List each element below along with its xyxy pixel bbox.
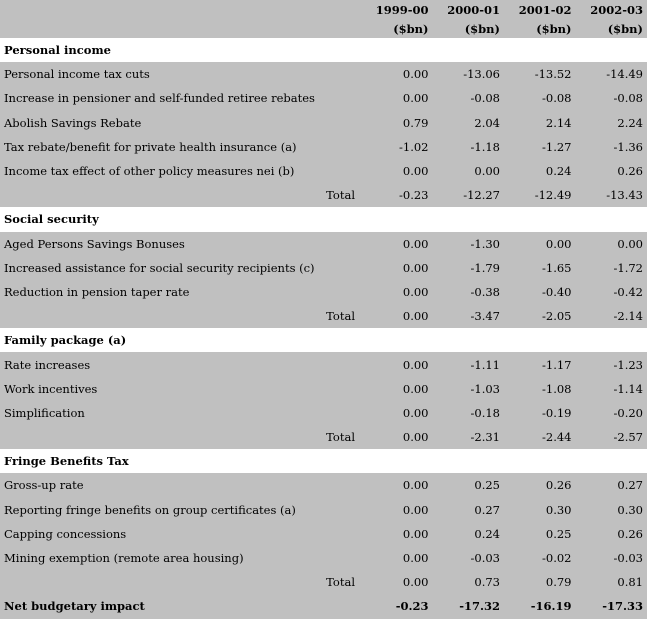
header-row-units xyxy=(0,19,647,38)
section-heading xyxy=(0,207,647,231)
line-item-row xyxy=(0,352,647,376)
line-item-row-label: Mining exemption (remote area housing) xyxy=(0,546,361,570)
line-item-row-value: 0.00 xyxy=(361,522,433,546)
line-item-row xyxy=(0,401,647,425)
line-item-row-value: -1.30 xyxy=(433,232,505,256)
line-item-row-value: 0.00 xyxy=(361,159,433,183)
line-item-row-value: -13.52 xyxy=(504,62,576,86)
net-budgetary-impact-row-value: -0.23 xyxy=(361,594,433,618)
total-row-value: -0.23 xyxy=(361,183,433,207)
section-heading xyxy=(0,38,647,62)
line-item-row xyxy=(0,86,647,110)
line-item-row-value: 0.00 xyxy=(361,86,433,110)
net-budgetary-impact-row-value: -17.32 xyxy=(433,594,505,618)
line-item-row xyxy=(0,522,647,546)
line-item-row-label: Tax rebate/benefit for private health insurance (a) xyxy=(0,135,361,159)
total-row xyxy=(0,304,647,328)
total-row xyxy=(0,425,647,449)
total-row-value: -2.44 xyxy=(504,425,576,449)
line-item-row-value: -0.42 xyxy=(576,280,647,304)
line-item-row-value: 0.00 xyxy=(361,232,433,256)
line-item-row-value: -0.02 xyxy=(504,546,576,570)
line-item-row-value: 2.04 xyxy=(433,111,505,135)
line-item-row-value: -0.20 xyxy=(576,401,647,425)
net-budgetary-impact-row-value: -16.19 xyxy=(504,594,576,618)
total-row-value: -2.57 xyxy=(576,425,647,449)
total-row-value: 0.00 xyxy=(361,304,433,328)
unit-header: ($bn) xyxy=(361,19,433,38)
line-item-row-value: 0.00 xyxy=(361,473,433,497)
line-item-row xyxy=(0,111,647,135)
line-item-row-value: -1.02 xyxy=(361,135,433,159)
line-item-row-label: Capping concessions xyxy=(0,522,361,546)
line-item-row-label: Gross-up rate xyxy=(0,473,361,497)
line-item-row-value: -0.03 xyxy=(433,546,505,570)
line-item-row-value: 0.26 xyxy=(504,473,576,497)
net-budgetary-impact-row-label: Net budgetary impact xyxy=(0,594,361,618)
line-item-row-label: Reporting fringe benefits on group certificates (a) xyxy=(0,498,361,522)
total-row-label: Total xyxy=(0,570,361,594)
section-heading-label: Family package (a) xyxy=(0,328,647,352)
line-item-row-label: Income tax effect of other policy measures nei (b) xyxy=(0,159,361,183)
line-item-row-value: 0.30 xyxy=(504,498,576,522)
line-item-row-value: -1.11 xyxy=(433,352,505,376)
line-item-row-value: -13.06 xyxy=(433,62,505,86)
line-item-row-value: -1.65 xyxy=(504,256,576,280)
line-item-row-label: Abolish Savings Rebate xyxy=(0,111,361,135)
line-item-row-value: 0.25 xyxy=(504,522,576,546)
total-row-value: -13.43 xyxy=(576,183,647,207)
line-item-row-value: 0.00 xyxy=(504,232,576,256)
line-item-row-value: 0.00 xyxy=(361,280,433,304)
line-item-row-value: -0.38 xyxy=(433,280,505,304)
line-item-row-value: 0.30 xyxy=(576,498,647,522)
total-row-value: -12.27 xyxy=(433,183,505,207)
total-row xyxy=(0,183,647,207)
line-item-row-label: Aged Persons Savings Bonuses xyxy=(0,232,361,256)
line-item-row xyxy=(0,473,647,497)
line-item-row-value: 0.00 xyxy=(433,159,505,183)
header-blank-cell xyxy=(0,0,361,19)
line-item-row-label: Rate increases xyxy=(0,352,361,376)
line-item-row xyxy=(0,232,647,256)
total-row-value: -12.49 xyxy=(504,183,576,207)
line-item-row-value: 0.00 xyxy=(361,256,433,280)
total-row-value: 0.79 xyxy=(504,570,576,594)
line-item-row-value: 2.14 xyxy=(504,111,576,135)
year-header: 2001-02 xyxy=(504,0,576,19)
total-row-value: -3.47 xyxy=(433,304,505,328)
line-item-row-value: -14.49 xyxy=(576,62,647,86)
line-item-row-value: -1.79 xyxy=(433,256,505,280)
line-item-row-value: 0.00 xyxy=(361,498,433,522)
line-item-row xyxy=(0,546,647,570)
section-heading xyxy=(0,328,647,352)
line-item-row-value: -1.27 xyxy=(504,135,576,159)
line-item-row-label: Reduction in pension taper rate xyxy=(0,280,361,304)
line-item-row-value: -1.23 xyxy=(576,352,647,376)
line-item-row-value: -0.18 xyxy=(433,401,505,425)
line-item-row-label: Increased assistance for social security recipients (c) xyxy=(0,256,361,280)
line-item-row-value: -0.03 xyxy=(576,546,647,570)
line-item-row-label: Simplification xyxy=(0,401,361,425)
net-budgetary-impact-row xyxy=(0,594,647,618)
line-item-row-value: 0.25 xyxy=(433,473,505,497)
line-item-row-value: -0.40 xyxy=(504,280,576,304)
total-row-value: -2.31 xyxy=(433,425,505,449)
total-row xyxy=(0,570,647,594)
total-row-label: Total xyxy=(0,304,361,328)
section-heading-label: Fringe Benefits Tax xyxy=(0,449,647,473)
line-item-row-label: Personal income tax cuts xyxy=(0,62,361,86)
line-item-row-value: 2.24 xyxy=(576,111,647,135)
total-row-label: Total xyxy=(0,183,361,207)
line-item-row-value: -1.08 xyxy=(504,377,576,401)
line-item-row-value: 0.24 xyxy=(504,159,576,183)
total-row-value: 0.73 xyxy=(433,570,505,594)
total-row-value: -2.05 xyxy=(504,304,576,328)
total-row-value: 0.00 xyxy=(361,570,433,594)
line-item-row xyxy=(0,498,647,522)
line-item-row-value: -1.72 xyxy=(576,256,647,280)
line-item-row xyxy=(0,256,647,280)
line-item-row-value: -1.18 xyxy=(433,135,505,159)
section-heading-label: Personal income xyxy=(0,38,647,62)
line-item-row xyxy=(0,135,647,159)
total-row-label: Total xyxy=(0,425,361,449)
line-item-row-label: Increase in pensioner and self-funded retiree rebates xyxy=(0,86,361,110)
line-item-row-value: 0.00 xyxy=(361,62,433,86)
line-item-row-value: 0.27 xyxy=(433,498,505,522)
section-heading-label: Social security xyxy=(0,207,647,231)
line-item-row-value: -0.08 xyxy=(504,86,576,110)
line-item-row-value: 0.26 xyxy=(576,522,647,546)
unit-header: ($bn) xyxy=(576,19,647,38)
line-item-row-label: Work incentives xyxy=(0,377,361,401)
line-item-row-value: -1.17 xyxy=(504,352,576,376)
line-item-row-value: -0.19 xyxy=(504,401,576,425)
year-header: 1999-00 xyxy=(361,0,433,19)
total-row-value: 0.81 xyxy=(576,570,647,594)
year-header: 2000-01 xyxy=(433,0,505,19)
unit-header: ($bn) xyxy=(433,19,505,38)
section-heading xyxy=(0,449,647,473)
unit-header: ($bn) xyxy=(504,19,576,38)
year-header: 2002-03 xyxy=(576,0,647,19)
total-row-value: -2.14 xyxy=(576,304,647,328)
line-item-row xyxy=(0,377,647,401)
line-item-row-value: 0.00 xyxy=(361,546,433,570)
line-item-row-value: 0.24 xyxy=(433,522,505,546)
line-item-row-value: -1.36 xyxy=(576,135,647,159)
line-item-row-value: 0.79 xyxy=(361,111,433,135)
line-item-row xyxy=(0,62,647,86)
line-item-row xyxy=(0,280,647,304)
line-item-row-value: 0.00 xyxy=(361,377,433,401)
line-item-row-value: -0.08 xyxy=(433,86,505,110)
line-item-row-value: 0.27 xyxy=(576,473,647,497)
line-item-row-value: 0.26 xyxy=(576,159,647,183)
line-item-row-value: -0.08 xyxy=(576,86,647,110)
total-row-value: 0.00 xyxy=(361,425,433,449)
header-blank-cell xyxy=(0,19,361,38)
line-item-row-value: -1.14 xyxy=(576,377,647,401)
line-item-row-value: 0.00 xyxy=(361,401,433,425)
line-item-row xyxy=(0,159,647,183)
net-budgetary-impact-row-value: -17.33 xyxy=(576,594,647,618)
header-row-years xyxy=(0,0,647,19)
line-item-row-value: 0.00 xyxy=(361,352,433,376)
line-item-row-value: -1.03 xyxy=(433,377,505,401)
line-item-row-value: 0.00 xyxy=(576,232,647,256)
